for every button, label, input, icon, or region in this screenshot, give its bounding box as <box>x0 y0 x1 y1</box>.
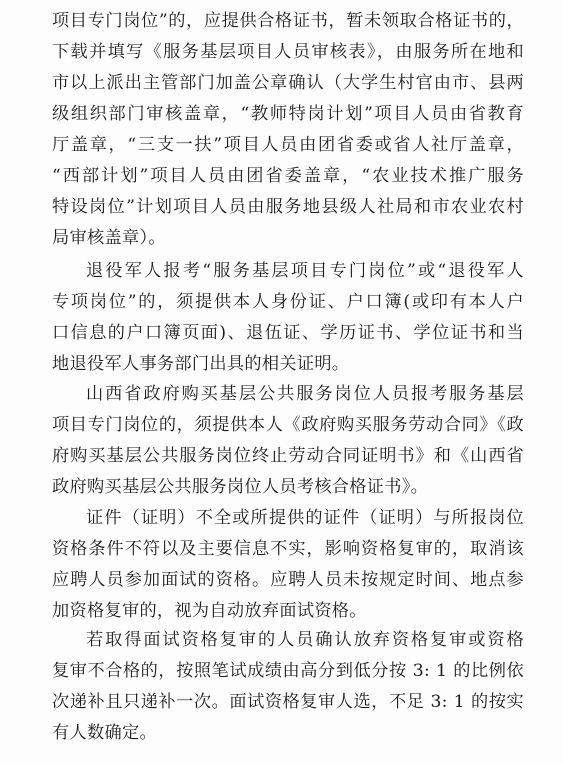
text-line: “西部计划”项目人员由团省委盖章，“农业技术推广服务 <box>52 166 524 186</box>
text-line: 局审核盖章）。 <box>52 228 166 248</box>
text-line: 特设岗位”计划项目人员由服务地县级人社局和市农业农村 <box>52 197 524 217</box>
paragraph-shanxi-government-positions <box>52 379 524 503</box>
text-line: 退役军人报考“服务基层项目专门岗位”或“退役军人 <box>86 261 524 281</box>
text-line: 市以上派出主管部门加盖公章确认（大学生村官由市、县两 <box>52 73 524 93</box>
text-line: 若取得面试资格复审的人员确认放弃资格复审或资格 <box>86 630 524 650</box>
paragraph-veterans <box>52 256 524 380</box>
text-line: 政府购买基层公共服务岗位人员考核合格证书》。 <box>52 477 429 497</box>
paragraph-incomplete-documents <box>52 503 524 627</box>
text-line: 资格条件不符以及主要信息不实，影响资格复审的，取消该 <box>52 539 524 559</box>
text-line: 证件（证明）不全或所提供的证件（证明）与所报岗位 <box>86 508 524 528</box>
text-line: 府购买基层公共服务岗位终止劳动合同证明书》和《山西省 <box>52 446 524 466</box>
text-line: 专项岗位”的，须提供本人身份证、户口簿(或印有本人户 <box>52 292 524 312</box>
text-line: 加资格复审的，视为自动放弃面试资格。 <box>52 601 367 621</box>
text-line: 项目专门岗位”的，应提供合格证书，暂未领取合格证书的， <box>52 11 524 31</box>
text-line: 下载并填写《服务基层项目人员审核表》，由服务所在地和 <box>52 42 524 62</box>
text-line: 项目专门岗位的，须提供本人《政府购买服务劳动合同》《政 <box>52 415 524 435</box>
text-line: 山西省政府购买基层公共服务岗位人员报考服务基层 <box>86 384 524 404</box>
text-line: 应聘人员参加面试的资格。应聘人员未按规定时间、地点参 <box>52 570 524 590</box>
paragraph-replacement-rule <box>52 625 524 749</box>
text-line: 次递补且只递补一次。面试资格复审人选，不足 3: 1 的按实 <box>52 692 524 712</box>
text-line: 地退役军人事务部门出具的相关证明。 <box>52 354 350 374</box>
text-line: 复审不合格的，按照笔试成绩由高分到低分按 3: 1 的比例依 <box>52 661 524 681</box>
paragraph-certificate-requirements <box>52 6 524 254</box>
text-line: 级组织部门审核盖章，“教师特岗计划”项目人员由省教育 <box>52 104 524 124</box>
text-line: 口信息的户口簿页面)、退伍证、学历证书、学位证书和当 <box>52 323 524 343</box>
text-line: 厅盖章，“三支一扶”项目人员由团省委或省人社厅盖章， <box>52 135 524 155</box>
text-line: 有人数确定。 <box>52 723 157 743</box>
